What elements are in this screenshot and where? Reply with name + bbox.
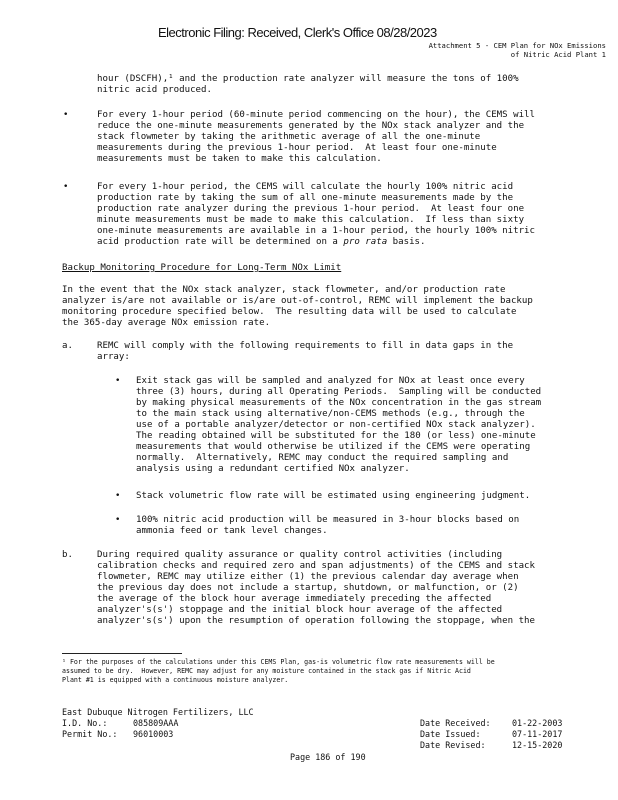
permit-number-label: Permit No.:: [62, 729, 118, 739]
bullet-2-line: For every 1-hour period, the CEMS will calculate the hourly 100% nitric acid: [97, 182, 514, 192]
bullet-1-line: measurements must be taken to make this calculation.: [97, 154, 382, 164]
bullet-1-line: stack flowmeter by taking the arithmetic average of all the one-minute: [97, 132, 481, 142]
item-a-marker: a.: [62, 341, 73, 351]
sub-bullet-3-line: 100% nitric acid production will be measured in 3-hour blocks based on: [136, 515, 520, 525]
bullet-1-line: reduce the one-minute measurements generated by the NOx stack analyzer and the: [97, 121, 525, 131]
sub-bullet-1-line: normally. Alternatively, REMC may conduct the required sampling and: [136, 453, 509, 463]
bullet-1-line: measurements during the previous 1-hour period. At least four one-minute: [97, 143, 497, 153]
date-received-label: Date Received:: [420, 718, 491, 728]
paragraph-line: monitoring procedure specified below. The resulting data will be used to calculate: [62, 307, 517, 317]
bullet-2-line: one-minute measurements are available in a 1-hour period, the hourly 100% nitric: [97, 226, 535, 236]
attachment-header-line-1: Attachment 5 - CEM Plan for NOx Emissions: [428, 41, 606, 50]
item-b-marker: b.: [62, 550, 73, 560]
sub-bullet-marker: •: [115, 491, 121, 501]
paragraph-line: the 365-day average NOx emission rate.: [62, 318, 271, 328]
sub-bullet-1-line: by making physical measurements of the NOx concentration in the gas stream: [136, 398, 542, 408]
item-b-line: the average of the block hour average immediately preceding the affected: [97, 594, 492, 604]
company-name: East Dubuque Nitrogen Fertilizers, LLC: [62, 707, 254, 717]
sub-bullet-1-line: analysis using a redundant certified NOx analyzer.: [136, 464, 410, 474]
bullet-2-text-italic: pro rata: [343, 237, 388, 247]
paragraph-line: analyzer is/are not available or is/are out-of-control, REMC will implement the backup: [62, 296, 533, 306]
sub-bullet-1-line: use of a portable analyzer/detector or non-certified NOx stack analyzer).: [136, 420, 536, 430]
sub-bullet-marker: •: [115, 515, 121, 525]
sub-bullet-marker: •: [115, 376, 121, 386]
item-a-line: REMC will comply with the following requirements to fill in data gaps in the: [97, 341, 514, 351]
date-issued-label: Date Issued:: [420, 729, 481, 739]
date-revised-value: 12-15-2020: [512, 740, 563, 750]
intro-line: hour (DSCFH),¹ and the production rate analyzer will measure the tons of 100%: [97, 74, 519, 84]
footnote-separator: [62, 653, 182, 654]
date-revised-label: Date Revised:: [420, 740, 486, 750]
sub-bullet-2-line: Stack volumetric flow rate will be estimated using engineering judgment.: [136, 491, 531, 501]
date-issued-value: 07-11-2017: [512, 729, 563, 739]
item-a-line: array:: [97, 352, 130, 362]
paragraph-line: In the event that the NOx stack analyzer, stack flowmeter, and/or production rate: [62, 285, 506, 295]
bullet-2-line: minute measurements must be made to make this calculation. If less than sixty: [97, 215, 525, 225]
bullet-2-text-after: basis.: [387, 237, 426, 247]
permit-number-value: 96010003: [133, 729, 174, 739]
intro-line: nitric acid produced.: [97, 85, 212, 95]
item-b-line: analyzer's(s') stoppage and the initial block hour average of the affected: [97, 605, 503, 615]
bullet-marker: •: [63, 110, 69, 120]
id-number-label: I.D. No.:: [62, 718, 108, 728]
bullet-marker: •: [63, 182, 69, 192]
item-b-line: During required quality assurance or quality control activities (including: [97, 550, 503, 560]
bullet-2-line: production rate by taking the sum of all one-minute measurements made by the: [97, 193, 514, 203]
footnote-line: Plant #1 is equipped with a continuous moisture analyzer.: [62, 676, 289, 684]
sub-bullet-1-line: measurements that would otherwise be utilized if the CEMS were operating: [136, 442, 531, 452]
item-b-line: flowmeter, REMC may utilize either (1) the previous calendar day average when: [97, 572, 519, 582]
date-received-value: 01-22-2003: [512, 718, 563, 728]
section-heading: Backup Monitoring Procedure for Long-Term NOx Limit: [62, 263, 342, 273]
bullet-2-line: production rate analyzer during the previous 1-hour period. At least four one: [97, 204, 525, 214]
footnote-line: ¹ For the purposes of the calculations under this CEMS Plan, gas-is volumetric flow rate measurements will be: [62, 658, 495, 666]
sub-bullet-1-line: to the main stack using alternative/non-CEMS methods (e.g., through the: [136, 409, 525, 419]
sub-bullet-1-line: Exit stack gas will be sampled and analyzed for NOx at least once every: [136, 376, 525, 386]
item-b-line: analyzer's(s') upon the resumption of operation following the stoppage, when the: [97, 616, 535, 626]
item-b-line: the previous day does not include a startup, shutdown, or malfunction, or (2): [97, 583, 519, 593]
footnote-line: assumed to be dry. However, REMC may adjust for any moisture contained in the stack gas if Nitric Acid: [62, 667, 471, 675]
electronic-filing-stamp: Electronic Filing: Received, Clerk's Office 08/28/2023: [158, 25, 437, 40]
bullet-2-last-line: [97, 237, 426, 248]
sub-bullet-1-line: three (3) hours, during all Operating Periods. Sampling will be conducted: [136, 387, 542, 397]
bullet-1-line: For every 1-hour period (60-minute period commencing on the hour), the CEMS will: [97, 110, 535, 120]
sub-bullet-3-line: ammonia feed or tank level changes.: [136, 526, 328, 536]
sub-bullet-1-line: The reading obtained will be substituted for the 180 (or less) one-minute: [136, 431, 536, 441]
id-number-value: 085809AAA: [133, 718, 179, 728]
bullet-2-text-before: acid production rate will be determined on a: [97, 237, 344, 247]
page-number: Page 186 of 190: [290, 752, 366, 762]
attachment-header-line-2: of Nitric Acid Plant 1: [510, 50, 606, 59]
item-b-line: calibration checks and required zero and span adjustments) of the CEMS and stack: [97, 561, 535, 571]
